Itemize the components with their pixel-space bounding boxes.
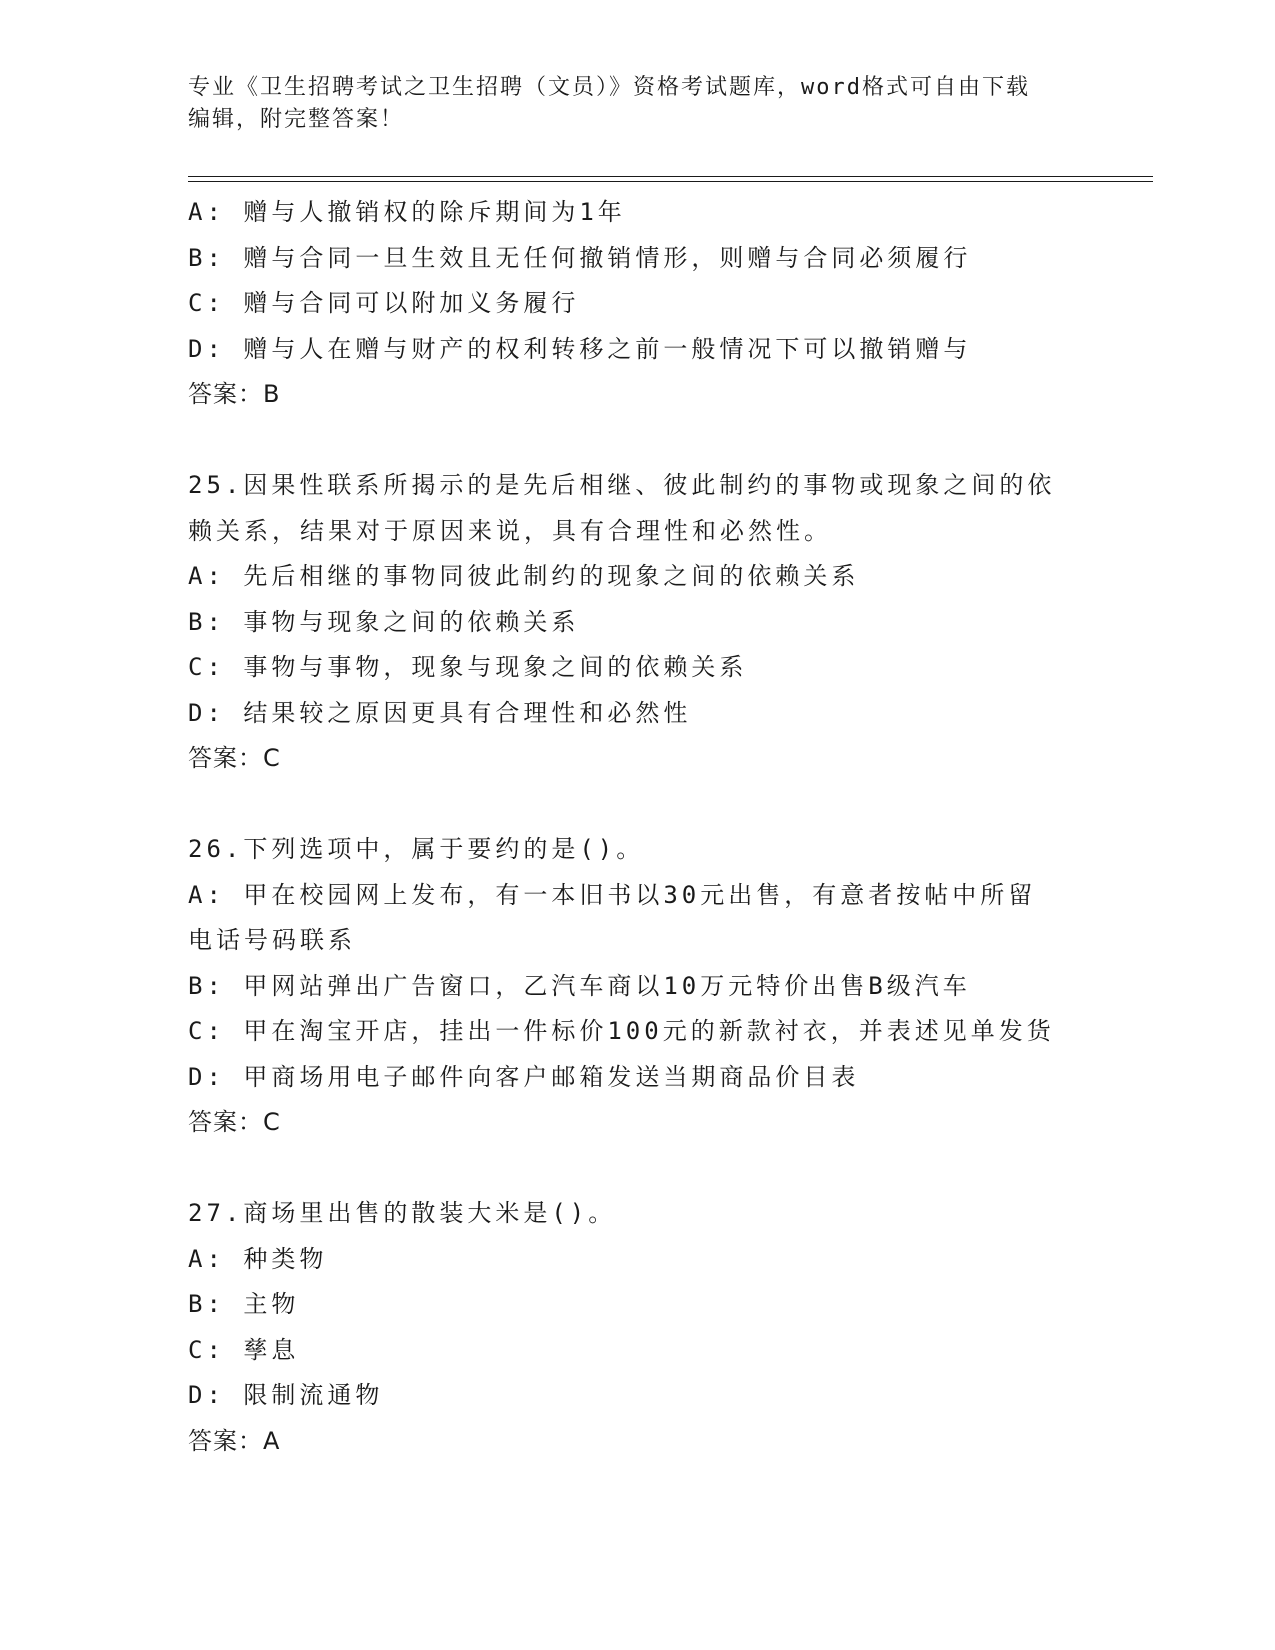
answer-label: 答案：C	[188, 744, 281, 772]
header-divider-top	[188, 176, 1153, 177]
option-d: D: 甲商场用电子邮件向客户邮箱发送当期商品价目表	[188, 1062, 860, 1091]
document-header	[188, 72, 1068, 136]
option-a-continued: 电话号码联系	[188, 926, 356, 954]
spacer	[188, 418, 1088, 464]
question-block-27	[188, 1191, 1088, 1464]
question-list	[188, 190, 1088, 1464]
answer-label: 答案：A	[188, 1426, 281, 1455]
option-c: C: 事物与事物，现象与现象之间的依赖关系	[188, 653, 748, 681]
question-stem: 27.商场里出售的散装大米是()。	[188, 1199, 617, 1227]
option-d: D: 限制流通物	[188, 1381, 384, 1409]
option-d: D: 赠与人在赠与财产的权利转移之前一般情况下可以撤销赠与	[188, 334, 972, 363]
header-divider-bottom	[188, 181, 1153, 182]
option-a: A: 先后相继的事物同彼此制约的现象之间的依赖关系	[188, 562, 860, 590]
question-stem: 26.下列选项中，属于要约的是()。	[188, 835, 645, 863]
spacer	[188, 1146, 1088, 1192]
header-line-1: 专业《卫生招聘考试之卫生招聘（文员）》资格考试题库，word格式可自由下载	[188, 75, 1030, 100]
option-b: B: 赠与合同一旦生效且无任何撤销情形，则赠与合同必须履行	[188, 243, 972, 272]
option-c: C: 孳息	[188, 1335, 300, 1364]
option-b: B: 甲网站弹出广告窗口，乙汽车商以10万元特价出售B级汽车	[188, 971, 971, 1000]
header-line-2: 编辑，附完整答案！	[188, 107, 405, 132]
option-b: B: 主物	[188, 1290, 300, 1318]
option-d: D: 结果较之原因更具有合理性和必然性	[188, 698, 692, 727]
spacer	[188, 782, 1088, 828]
option-a: A: 甲在校园网上发布，有一本旧书以30元出售，有意者按帖中所留	[188, 880, 1037, 909]
answer-label: 答案：B	[188, 380, 281, 408]
question-block-24	[188, 190, 1088, 418]
option-a: A: 种类物	[188, 1244, 328, 1273]
question-block-25	[188, 463, 1088, 782]
answer-label: 答案：C	[188, 1108, 281, 1136]
question-block-26	[188, 827, 1088, 1146]
option-c: C: 赠与合同可以附加义务履行	[188, 289, 580, 317]
option-c: C: 甲在淘宝开店，挂出一件标价100元的新款衬衣，并表述见单发货	[188, 1017, 1055, 1045]
option-b: B: 事物与现象之间的依赖关系	[188, 607, 580, 636]
question-stem: 25.因果性联系所揭示的是先后相继、彼此制约的事物或现象之间的依	[188, 471, 1056, 499]
question-stem-continued: 赖关系，结果对于原因来说，具有合理性和必然性。	[188, 516, 832, 545]
option-a: A: 赠与人撤销权的除斥期间为1年	[188, 198, 626, 226]
